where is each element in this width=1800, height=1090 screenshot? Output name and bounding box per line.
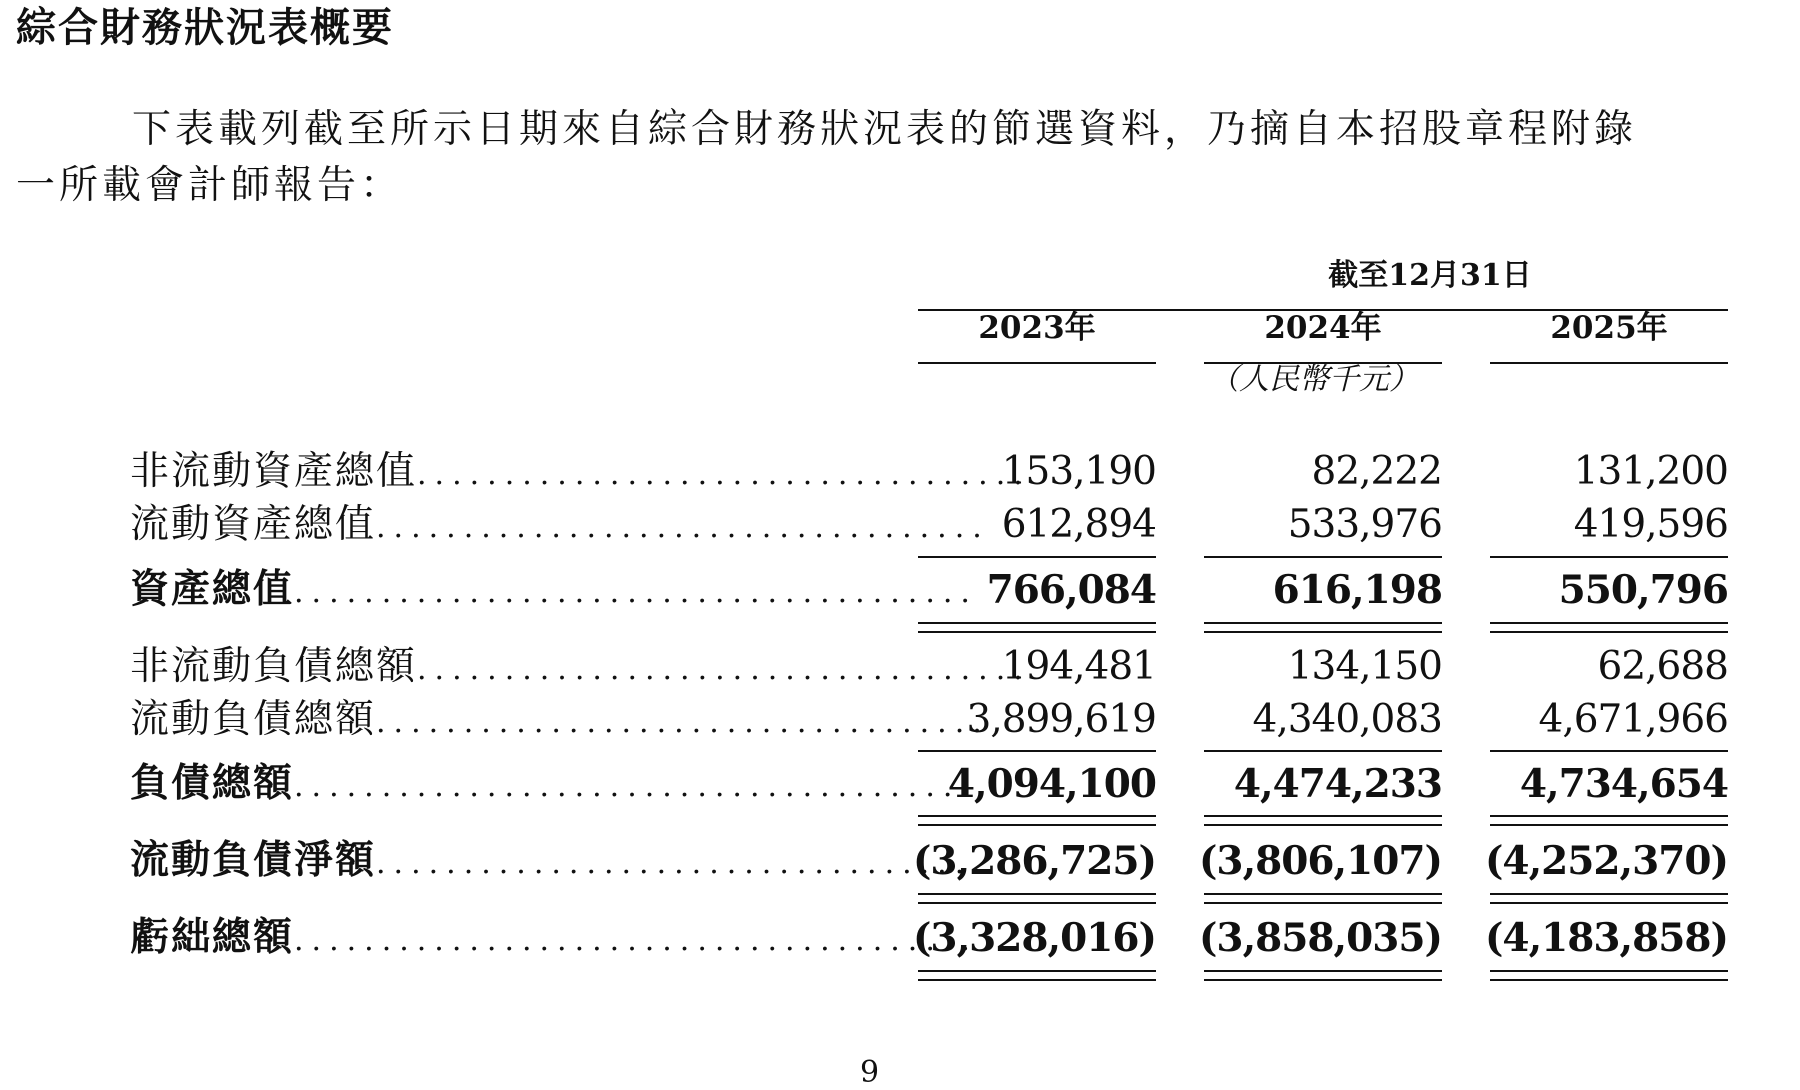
total-double-rule <box>1490 979 1728 981</box>
subtotal-rule <box>918 750 1156 752</box>
table-cell: 153,190 <box>1001 449 1156 494</box>
total-double-rule <box>1204 979 1442 981</box>
intro-line-1: 下表載列截至所示日期來自綜合財務狀況表的節選資料，乃摘自本招股章程附錄 <box>132 107 1638 152</box>
table-cell: 550,796 <box>1558 567 1728 613</box>
total-double-rule <box>1204 631 1442 633</box>
total-double-rule <box>918 902 1156 904</box>
total-double-rule <box>1204 622 1442 624</box>
total-double-rule <box>1204 815 1442 817</box>
row-label-text: 虧絀總額 <box>130 915 295 960</box>
year-header-2024: 2024年 <box>1264 310 1382 346</box>
total-double-rule <box>1490 902 1728 904</box>
table-cell: (4,252,370) <box>1484 838 1728 884</box>
total-double-rule <box>1204 893 1442 895</box>
table-cell: 134,150 <box>1287 644 1442 689</box>
subtotal-rule <box>918 556 1156 558</box>
row-label <box>130 836 990 889</box>
leader-dots: ................................... <box>376 510 990 545</box>
currency-unit-note: （人民幣千元） <box>1209 362 1419 397</box>
table-cell: 4,474,233 <box>1233 761 1442 807</box>
subtotal-rule <box>1204 556 1442 558</box>
intro-line-2: 一所載會計師報告： <box>16 163 404 208</box>
subtotal-rule <box>1490 750 1728 752</box>
row-label-text: 負債總額 <box>130 761 295 806</box>
total-double-rule <box>918 893 1156 895</box>
table-cell: 616,198 <box>1272 567 1442 613</box>
subtotal-rule <box>1490 556 1728 558</box>
table-cell: 194,481 <box>1001 644 1156 689</box>
total-double-rule <box>1204 970 1442 972</box>
table-cell: 419,596 <box>1573 502 1728 547</box>
year-rule <box>918 362 1156 364</box>
total-double-rule <box>1490 622 1728 624</box>
table-cell: 612,894 <box>1001 502 1156 547</box>
leader-dots: ................................... <box>417 652 1031 687</box>
total-double-rule <box>918 970 1156 972</box>
table-cell: (3,328,016) <box>912 915 1156 961</box>
table-cell: 4,734,654 <box>1519 761 1728 807</box>
total-double-rule <box>1490 815 1728 817</box>
leader-dots: ....................................... <box>294 575 978 610</box>
total-double-rule <box>918 631 1156 633</box>
row-label-text: 非流動資產總值 <box>130 449 418 494</box>
row-label <box>130 500 990 553</box>
row-label-text: 流動負債淨額 <box>130 838 377 883</box>
subtotal-rule <box>1204 750 1442 752</box>
row-label <box>130 642 1031 695</box>
table-cell: 533,976 <box>1287 502 1442 547</box>
table-cell: 766,084 <box>986 567 1156 613</box>
total-double-rule <box>918 815 1156 817</box>
table-cell: 82,222 <box>1311 449 1442 494</box>
table-cell: 4,094,100 <box>947 761 1156 807</box>
row-label-text: 流動負債總額 <box>130 697 377 742</box>
row-label-text: 資產總值 <box>130 567 295 612</box>
total-double-rule <box>1204 902 1442 904</box>
row-label <box>130 759 978 812</box>
row-label <box>130 447 1031 500</box>
table-cell: 4,671,966 <box>1538 697 1728 742</box>
leader-dots: ................................... <box>376 846 990 881</box>
leader-dots: ................................... <box>417 457 1031 492</box>
leader-dots: ....................................... <box>294 769 978 804</box>
year-rule <box>1490 362 1728 364</box>
total-double-rule <box>918 622 1156 624</box>
intro-paragraph <box>16 102 1736 214</box>
table-cell: (3,286,725) <box>912 838 1156 884</box>
row-label-text: 流動資產總值 <box>130 502 377 547</box>
page-number: 9 <box>860 1055 880 1090</box>
table-cell: 4,340,083 <box>1252 697 1442 742</box>
table-cell: (4,183,858) <box>1484 915 1728 961</box>
total-double-rule <box>1490 824 1728 826</box>
year-header-2025: 2025年 <box>1550 310 1668 346</box>
total-double-rule <box>1490 631 1728 633</box>
row-label-text: 非流動負債總額 <box>130 644 418 689</box>
period-header: 截至12月31日 <box>1328 258 1532 293</box>
table-cell: 62,688 <box>1597 644 1728 689</box>
total-double-rule <box>1490 970 1728 972</box>
section-heading: 綜合財務狀況表概要 <box>16 5 394 51</box>
total-double-rule <box>918 824 1156 826</box>
total-double-rule <box>1204 824 1442 826</box>
row-label <box>130 913 978 966</box>
year-header-2023: 2023年 <box>978 310 1096 346</box>
total-double-rule <box>1490 893 1728 895</box>
row-label <box>130 695 990 748</box>
leader-dots: ................................... <box>376 705 990 740</box>
leader-dots: ....................................... <box>294 923 978 958</box>
table-cell: (3,858,035) <box>1198 915 1442 961</box>
table-cell: (3,806,107) <box>1198 838 1442 884</box>
table-cell: 131,200 <box>1573 449 1728 494</box>
table-cell: 3,899,619 <box>966 697 1156 742</box>
total-double-rule <box>918 979 1156 981</box>
row-label <box>130 565 978 618</box>
